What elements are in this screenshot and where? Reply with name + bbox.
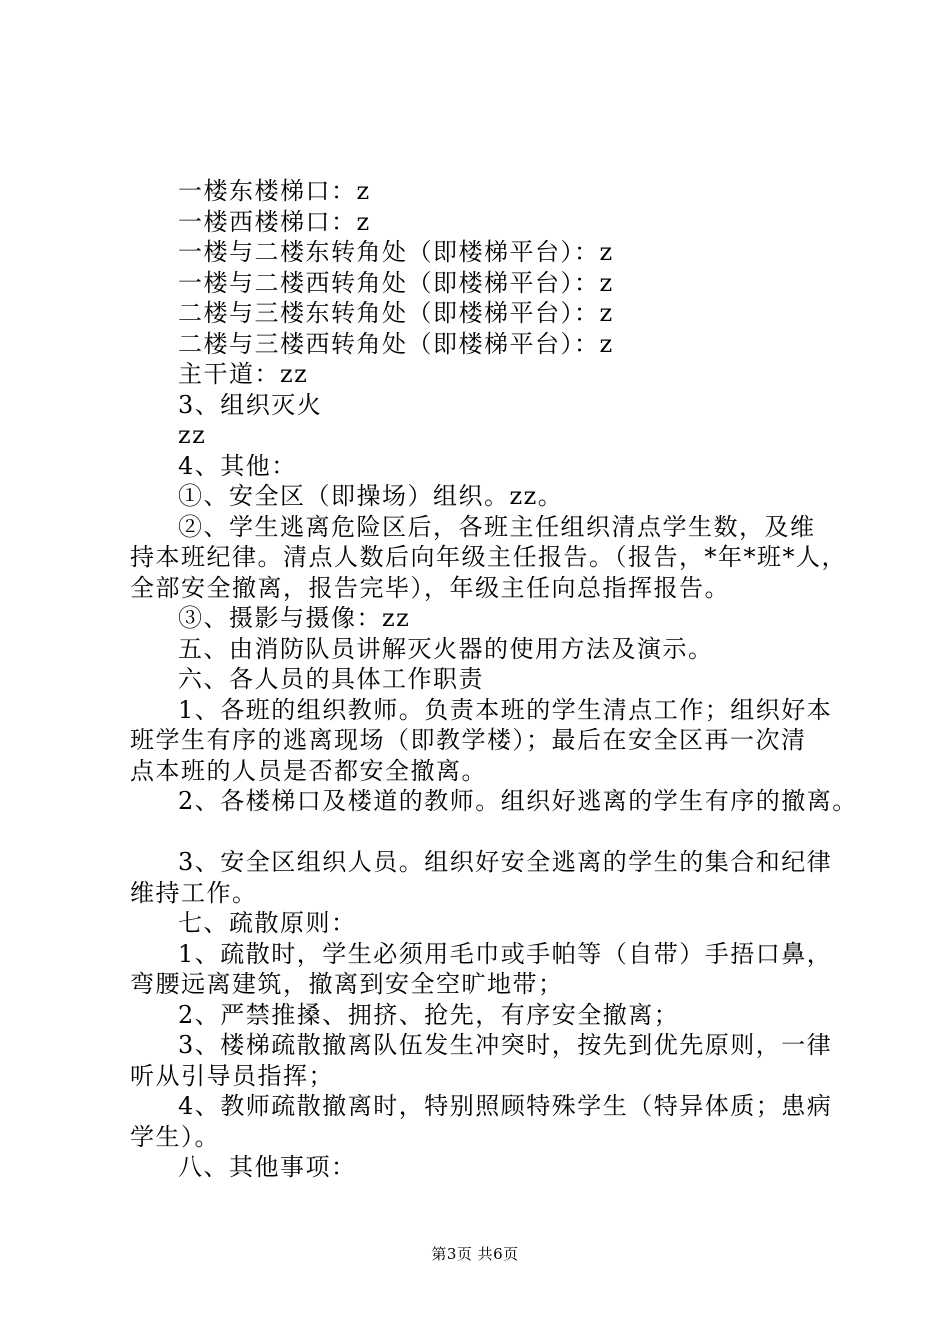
text-line: 1、疏散时，学生必须用毛巾或手帕等（自带）手捂口鼻， [178,939,833,968]
text-line: 2、严禁推搡、拥挤、抢先，有序安全撤离； [178,1000,680,1029]
text-line: 3、楼梯疏散撤离队伍发生冲突时，按先到优先原则，一律 [178,1031,833,1059]
text-line: zz [178,421,207,449]
text-line: 学生）。 [130,1122,220,1151]
text-line: 一楼与二楼西转角处（即楼梯平台）：z [178,268,614,297]
text-line: 主干道：zz [178,360,309,388]
section-heading: 八、其他事项： [178,1153,357,1181]
text-line: 弯腰远离建筑，撤离到安全空旷地带； [130,970,564,998]
text-line: 1、各班的组织教师。负责本班的学生清点工作；组织好本 [178,695,833,724]
text-line: 全部安全撤离，报告完毕），年级主任向总指挥报告。 [130,573,730,602]
text-line: 听从引导员指挥； [130,1061,334,1090]
section-heading: 七、疏散原则： [178,909,357,937]
section-heading: 五、由消防队员讲解灭火器的使用方法及演示。 [178,634,714,663]
text-line: ②、学生逃离危险区后，各班主任组织清点学生数，及维 [178,512,816,541]
text-line: ③、摄影与摄像：zz [178,604,411,632]
text-line: 一楼东楼梯口：z [178,177,371,205]
text-line: 3、安全区组织人员。组织好安全逃离的学生的集合和纪律 [178,848,833,876]
text-line: 班学生有序的逃离现场（即教学楼）；最后在安全区再一次清 [130,726,807,754]
text-line: 二楼与三楼西转角处（即楼梯平台）：z [178,329,614,358]
text-line: ①、安全区（即操场）组织。zz。 [178,482,564,510]
text-line: 持本班纪律。清点人数后向年级主任报告。（报告，*年*班*人， [130,543,847,571]
section-heading: 4、其他： [178,451,297,480]
text-line: 4、教师疏散撤离时，特别照顾特殊学生（特异体质；患病 [178,1092,833,1120]
text-line: 点本班的人员是否都安全撤离。 [130,756,487,785]
section-heading: 3、组织灭火 [178,390,323,419]
text-line: 一楼与二楼东转角处（即楼梯平台）：z [178,238,614,266]
text-line: 维持工作。 [130,878,258,907]
document-body [130,176,858,1183]
text-line: 2、各楼梯口及楼道的教师。组织好逃离的学生有序的撤离。 [178,787,858,815]
text-line: 一楼西楼梯口：z [178,207,371,236]
page-number: 第3页 共6页 [431,1245,519,1263]
text-line: 二楼与三楼东转角处（即楼梯平台）：z [178,299,614,327]
blank-line [130,817,840,848]
section-heading: 六、各人员的具体工作职责 [178,665,484,693]
